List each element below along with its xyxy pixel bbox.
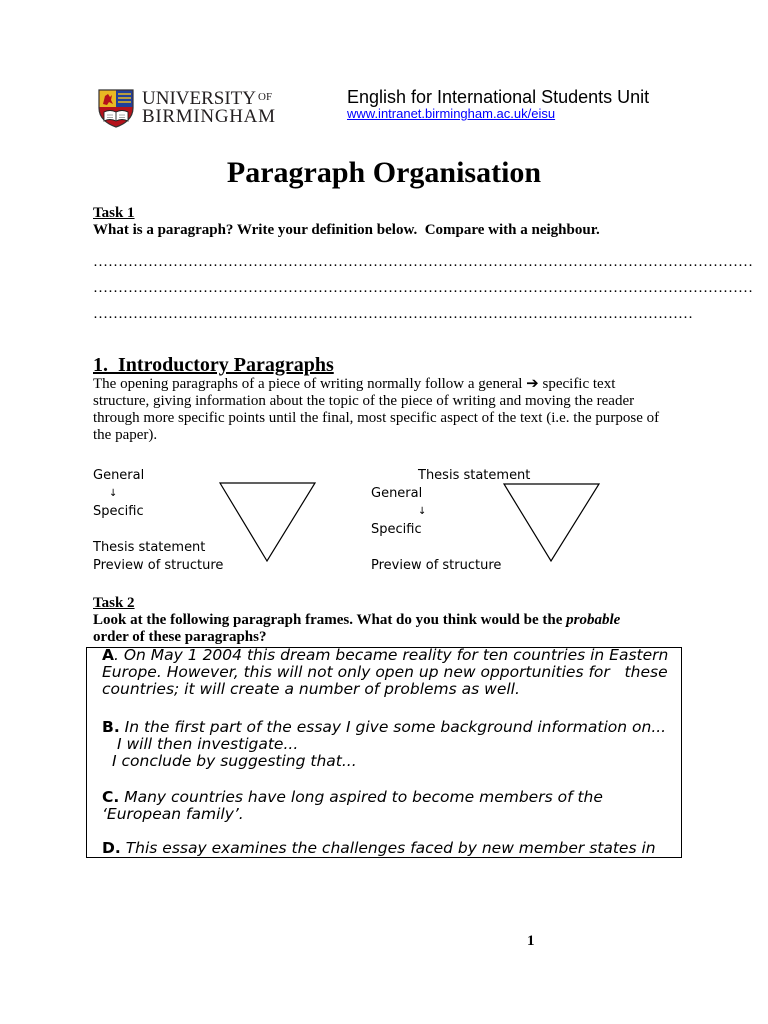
frame-text: Many countries have long aspired to become members of the [119,788,603,807]
frame-text: In the first part of the essay I give some background information on... [119,718,667,737]
frame-label: D. [102,839,121,858]
university-crest-icon [98,89,134,128]
answer-line: ………………………………………………………………………………………………………… [93,305,693,322]
frame-text: I conclude by suggesting that... [112,752,357,771]
frame-text: I will then investigate... [117,735,299,754]
task1-label: Task 1 [93,205,135,221]
frame-d-line [102,840,656,857]
task2-question-line [93,612,620,629]
inverted-triangle-right [503,483,601,563]
frame-b-line [112,753,357,770]
frame-a-line [102,647,668,664]
answer-line: …………………………………………………………………………………………………………………… [93,279,753,296]
frame-b-line [102,719,666,736]
diagram-right-specific: Specific [371,522,422,537]
logo-of: OF [258,91,273,103]
answer-line: …………………………………………………………………………………………………………………… [93,253,753,270]
task2-question-emphasis: probable [566,612,621,628]
diagram-left-general: General [93,468,145,483]
frame-c-line [102,806,244,823]
down-arrow-icon: ↓ [418,506,427,517]
page-title: Paragraph Organisation [226,156,542,189]
frame-text: . On May 1 2004 this dream became reality for ten countries in Eastern [114,645,669,664]
frame-text: countries; it will create a number of problems as well. [102,679,520,698]
task1-question: What is a paragraph? Write your definition below. Compare with a neighbour. [93,222,600,238]
body-text-line: the paper). [93,427,158,443]
diagram-right-general: General [371,486,423,501]
down-arrow-icon: ↓ [109,488,118,499]
frame-text: Europe. However, this will not only open up new opportunities for these [102,662,668,681]
task2-label: Task 2 [93,595,135,611]
task2-question-text: Look at the following paragraph frames. What do you think would be the [93,612,563,628]
frame-label: C. [102,788,120,807]
frame-text: ‘European family’. [102,805,244,824]
body-text-line: through more specific points until the final, most specific aspect of the text (i.e. the purpose of [93,410,660,426]
page-number: 1 [527,933,535,949]
inverted-triangle-left [219,482,317,563]
unit-name: English for International Students Unit [347,87,650,107]
logo-line-birmingham: BIRMINGHAM [142,105,276,127]
diagram-right-thesis: Thesis statement [418,468,531,483]
frame-label: A [102,645,114,664]
diagram-right-preview: Preview of structure [371,558,502,573]
frame-a-line [102,664,668,681]
unit-link[interactable]: www.intranet.birmingham.ac.uk/eisu [347,106,556,121]
logo-line-university: UNIVERSITY [142,87,256,109]
frame-b-line [117,736,298,753]
body-text-line: structure, giving information about the topic of the piece of writing and moving the reader [93,393,635,409]
section-heading: 1. Introductory Paragraphs [93,354,334,376]
frame-label: B. [102,718,120,737]
frame-text: This essay examines the challenges faced by new member states in [120,839,656,858]
frame-a-line [102,681,520,698]
task2-question-line: order of these paragraphs? [93,629,267,645]
diagram-left-specific: Specific [93,504,144,519]
body-text-line: The opening paragraphs of a piece of writing normally follow a general ➔ specific text [93,376,616,392]
diagram-left-preview: Preview of structure [93,558,224,573]
diagram-left-thesis: Thesis statement [93,540,206,555]
frame-c-line [102,789,603,806]
